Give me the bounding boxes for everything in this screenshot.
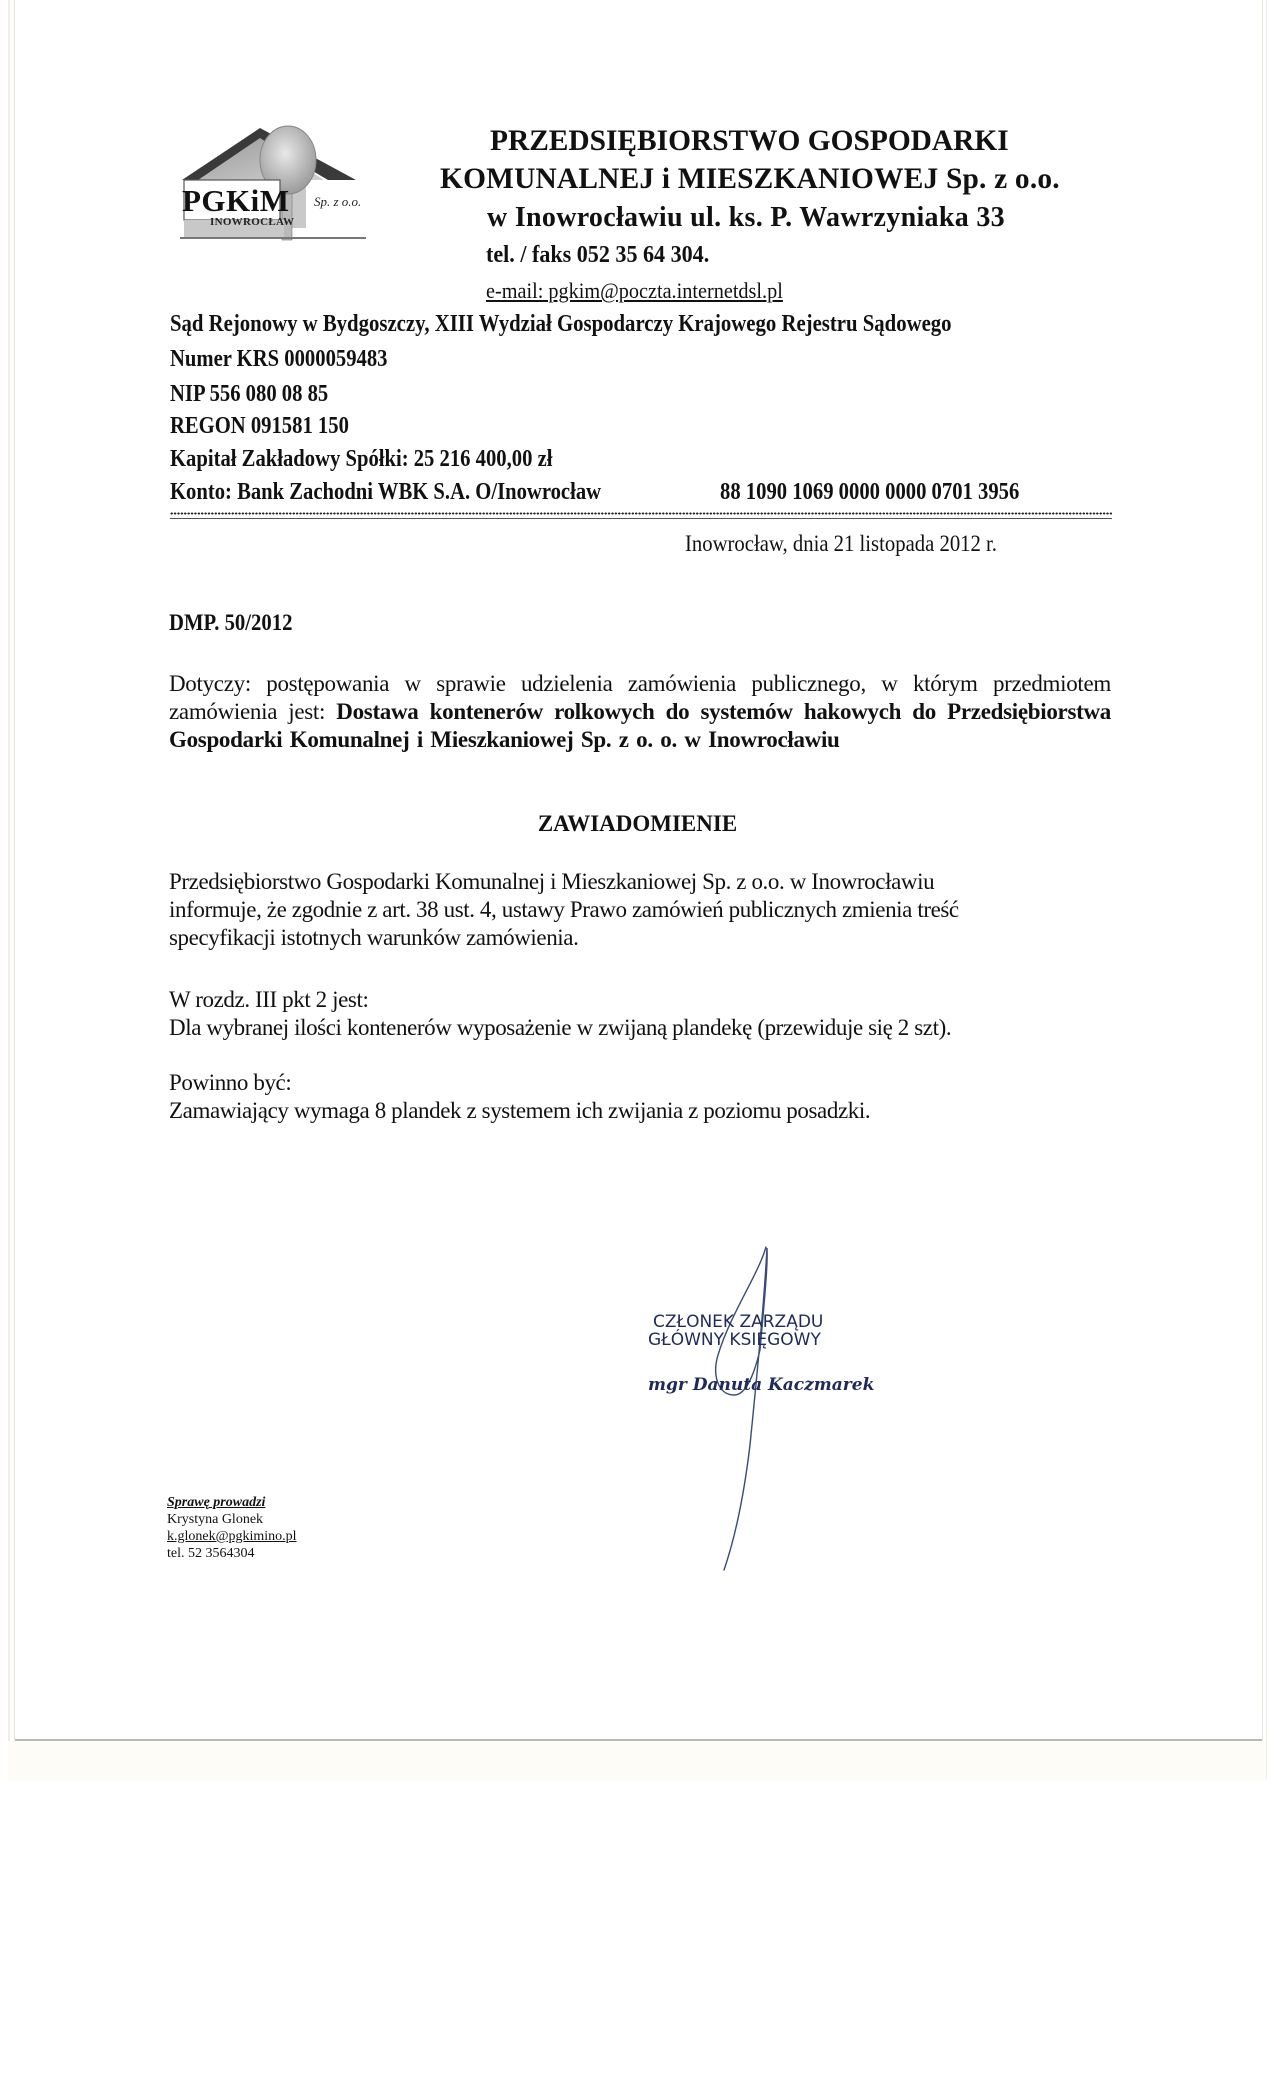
- registry-krs: Numer KRS 0000059483: [170, 346, 388, 372]
- registry-account-label: Konto: Bank Zachodni WBK S.A. O/Inowrocław: [170, 479, 602, 505]
- logo-subtext: INOWROCŁAW: [210, 216, 295, 228]
- scan-edge-left: [8, 0, 10, 1780]
- corrected-wording: [169, 1069, 1111, 1125]
- subject-paragraph: [169, 670, 1111, 754]
- logo-underline: [180, 237, 366, 239]
- scan-edge-left-inner: [14, 0, 15, 1740]
- registry-account-number: 88 1090 1069 0000 0000 0701 3956: [720, 479, 1020, 505]
- current-heading: W rozdz. III pkt 2 jest:: [169, 987, 369, 1012]
- company-address: w Inowrocławiu ul. ks. P. Wawrzyniaka 33: [487, 202, 1005, 233]
- notice-line: specyfikacji istotnych warunków zamówienia.: [169, 925, 579, 950]
- scan-edge-bottom: [15, 1739, 1262, 1741]
- registry-nip: NIP 556 080 08 85: [170, 381, 329, 407]
- company-name-line2: KOMUNALNEJ i MIESZKANIOWEJ Sp. z o.o.: [440, 162, 1060, 195]
- current-wording: [169, 986, 1111, 1042]
- separator-line: [170, 518, 1112, 519]
- case-handler-phone: tel. 52 3564304: [167, 1546, 255, 1561]
- subject-title: Dostawa kontenerów rolkowych do systemów hakowych do Przedsiębiorstwa Gospodarki Komunalnej i Mieszkaniowej Sp. z o. o. w Inowrocławiu: [169, 699, 1111, 752]
- current-text: Dla wybranej ilości kontenerów wyposażenie w zwijaną plandekę (przewiduje się 2 szt).: [169, 1015, 952, 1040]
- subject-intro: Dotyczy: postępowania w sprawie udzielenia zamówienia publicznego, w którym przedmiotem zamówienia jest:: [169, 671, 1111, 724]
- corrected-heading: Powinno być:: [169, 1070, 292, 1095]
- stamp-line1: CZŁONEK ZARZĄDU: [653, 1312, 824, 1332]
- scan-edge-right-outer: [1266, 0, 1267, 1780]
- notice-line: informuje, że zgodnie z art. 38 ust. 4, ustawy Prawo zamówień publicznych zmienia treść: [169, 897, 959, 922]
- company-phone: tel. / faks 052 35 64 304.: [486, 242, 710, 268]
- case-handler-email-link[interactable]: k.glonek@pgkimino.pl: [167, 1529, 297, 1544]
- scan-bottom-band: [8, 1741, 1266, 1781]
- corrected-text: Zamawiający wymaga 8 plandek z systemem ich zwijania z poziomu posadzki.: [169, 1098, 871, 1123]
- reference-number: DMP. 50/2012: [169, 610, 293, 635]
- registry-capital: Kapitał Zakładowy Spółki: 25 216 400,00 zł: [170, 446, 553, 472]
- document-title: ZAWIADOMIENIE: [537, 811, 738, 836]
- notice-paragraph: [169, 868, 1111, 952]
- date-line: Inowrocław, dnia 21 listopada 2012 r.: [685, 531, 997, 556]
- case-handler-label: Sprawę prowadzi: [167, 1495, 266, 1510]
- official-stamp: [648, 1313, 823, 1349]
- company-email-link[interactable]: e-mail: pgkim@poczta.internetdsl.pl: [486, 278, 783, 303]
- scan-edge-right: [1262, 0, 1263, 1780]
- registry-court: Sąd Rejonowy w Bydgoszczy, XIII Wydział Gospodarczy Krajowego Rejestru Sądowego: [170, 311, 952, 337]
- stamp-signatory-name: mgr Danuta Kaczmarek: [648, 1375, 875, 1395]
- case-handler-block: [167, 1494, 297, 1562]
- notice-line: Przedsiębiorstwo Gospodarki Komunalnej i Mieszkaniowej Sp. z o.o. w Inowrocławiu: [169, 869, 935, 894]
- case-handler-name: Krystyna Glonek: [167, 1512, 264, 1527]
- stamp-line2: GŁÓWNY KSIĘGOWY: [648, 1330, 821, 1350]
- registry-regon: REGON 091581 150: [170, 413, 349, 439]
- logo-text: PGKiM: [182, 183, 290, 218]
- company-name-line1: PRZEDSIĘBIORSTWO GOSPODARKI: [490, 124, 1009, 157]
- handwritten-signature: [690, 1245, 830, 1575]
- logo-suffix: Sp. z o.o.: [314, 194, 362, 209]
